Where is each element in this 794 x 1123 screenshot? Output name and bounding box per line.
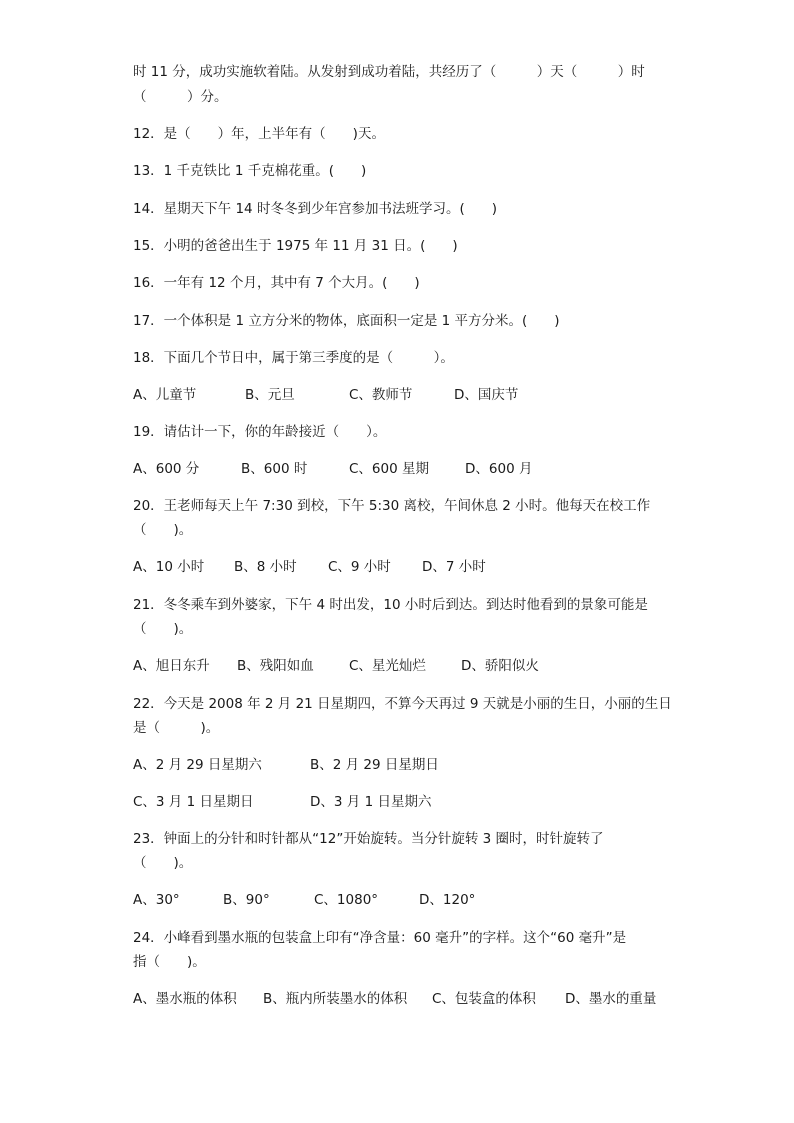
q24-option-d: D、墨水的重量 — [565, 991, 657, 1007]
q16-text: 16．一年有 12 个月，其中有 7 个大月。( ) — [133, 275, 420, 291]
q19-option-d: D、600 月 — [465, 461, 533, 477]
q22-option-b: B、2 月 29 日星期日 — [310, 757, 439, 773]
q20-option-b: B、8 小时 — [234, 559, 297, 575]
q14-text: 14．星期天下午 14 时冬冬到少年宫参加书法班学习。( ) — [133, 201, 497, 217]
q22-line1: 22．今天是 2008 年 2 月 21 日星期四，不算今天再过 9 天就是小丽的生日，小丽的生日 — [133, 696, 672, 712]
q19-stem: 19．请估计一下，你的年龄接近（ ）。 — [133, 424, 387, 440]
q24-option-a: A、墨水瓶的体积 — [133, 991, 237, 1007]
q13-text: 13．1 千克铁比 1 千克棉花重。( ) — [133, 163, 367, 179]
q18-option-b: B、元旦 — [245, 387, 295, 403]
q22-option-d: D、3 月 1 日星期六 — [310, 794, 432, 810]
q23-option-a: A、30° — [133, 892, 180, 908]
q22-line2: 是（ )。 — [133, 720, 220, 736]
q23-option-d: D、120° — [419, 892, 476, 908]
q18-stem: 18．下面几个节日中，属于第三季度的是（ ）。 — [133, 350, 454, 366]
q21-option-a: A、旭日东升 — [133, 658, 210, 674]
q23-option-b: B、90° — [223, 892, 270, 908]
q21-option-d: D、骄阳似火 — [461, 658, 539, 674]
q21-option-b: B、残阳如血 — [237, 658, 314, 674]
q22-option-a: A、2 月 29 日星期六 — [133, 757, 262, 773]
q19-option-c: C、600 星期 — [349, 461, 429, 477]
q20-line1: 20．王老师每天上午 7:30 到校，下午 5:30 离校，午间休息 2 小时。他每天在校工作 — [133, 498, 651, 514]
q20-line2: （ )。 — [133, 522, 193, 538]
q21-option-c: C、星光灿烂 — [349, 658, 426, 674]
q18-option-d: D、国庆节 — [454, 387, 519, 403]
q19-option-b: B、600 时 — [241, 461, 308, 477]
q20-option-d: D、7 小时 — [422, 559, 486, 575]
q19-option-a: A、600 分 — [133, 461, 200, 477]
q20-option-c: C、9 小时 — [328, 559, 391, 575]
q24-line2: 指（ )。 — [133, 954, 206, 970]
q18-option-c: C、教师节 — [349, 387, 413, 403]
q23-line2: （ )。 — [133, 855, 193, 871]
q23-line1: 23．钟面上的分针和时针都从“12”开始旋转。当分针旋转 3 圈时，时针旋转了 — [133, 831, 604, 847]
q22-option-c: C、3 月 1 日星期日 — [133, 794, 254, 810]
q18-option-a: A、儿童节 — [133, 387, 197, 403]
q24-line1: 24．小峰看到墨水瓶的包装盒上印有“净含量：60 毫升”的字样。这个“60 毫升”是 — [133, 930, 627, 946]
q12-text: 12．是（ ）年，上半年有（ )天。 — [133, 126, 385, 142]
q11-line1: 时 11 分，成功实施软着陆。从发射到成功着陆，共经历了（ ）天（ ）时 — [133, 64, 645, 80]
q11-line2: （ ）分。 — [133, 89, 228, 105]
q23-option-c: C、1080° — [314, 892, 379, 908]
q24-option-c: C、包装盒的体积 — [432, 991, 536, 1007]
q17-text: 17．一个体积是 1 立方分米的物体，底面积一定是 1 平方分米。( ) — [133, 313, 560, 329]
q21-line2: （ )。 — [133, 621, 193, 637]
q24-option-b: B、瓶内所装墨水的体积 — [263, 991, 408, 1007]
q21-line1: 21．冬冬乘车到外婆家，下午 4 时出发，10 小时后到达。到达时他看到的景象可能是 — [133, 597, 648, 613]
q20-option-a: A、10 小时 — [133, 559, 205, 575]
q15-text: 15．小明的爸爸出生于 1975 年 11 月 31 日。( ) — [133, 238, 458, 254]
